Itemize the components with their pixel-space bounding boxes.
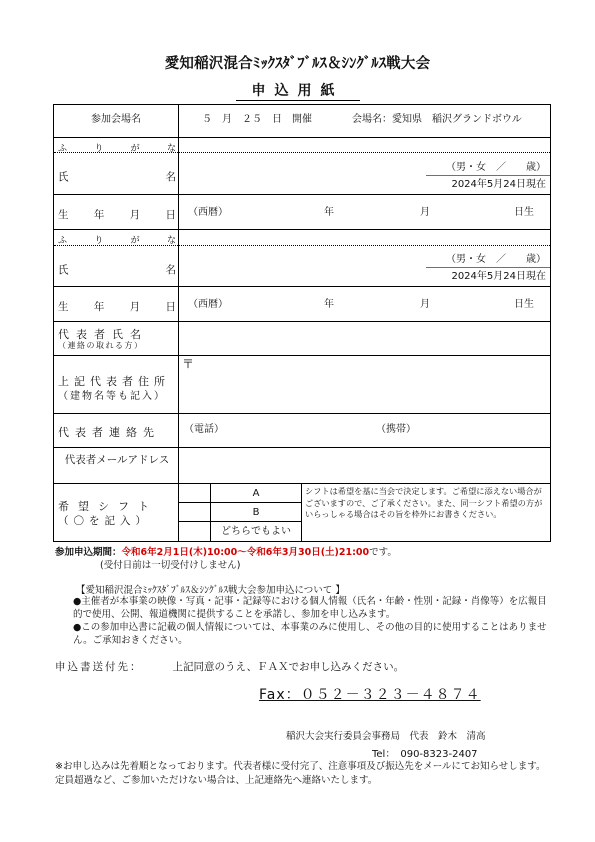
day-label-2: 日生 [514,299,534,310]
seireki-label-1: （西暦） [188,207,228,218]
rep-name-label: 代表者氏名 [58,328,148,341]
period-suffix: です。 [369,547,397,558]
name-label-2 [58,262,176,277]
furigana-char: が [130,144,140,154]
footer-note: ※お申し込みは先着順となっております。代表者様に受付完了、注意事項及び振込先をメールにてお知らせします。定員超過など、ご参加いただけない場合は、上記連絡先へ連絡いたします。 [55,761,546,786]
mobile-label: （携帯） [376,424,416,435]
form-title: 愛知稲沢混合ﾐｯｸｽﾀﾞﾌﾞﾙｽ＆ｼﾝｸﾞﾙｽ戦大会 [164,56,431,72]
office-tel[interactable]: Tel： 090-8323-2407 [372,749,478,760]
as-of-date-2: 2024年5月24日現在 [451,271,546,282]
name-char: 氏 [58,264,69,276]
email-label: 代表者メールアドレス [64,454,170,466]
event-date-suffix: 開催 [292,114,312,125]
birth-char: 月 [129,209,141,221]
shift-option-a[interactable]: A [252,488,260,499]
birth-char: 月 [129,301,141,313]
birth-char: 日 [165,301,176,313]
shift-option-any[interactable]: どちらでもよい [221,526,291,537]
shift-row-divider [178,521,301,522]
period-value: 令和6年2月1日(木)10:00～令和6年3月30日(土)21:00 [121,547,370,558]
rep-name-field[interactable] [179,322,550,354]
furigana-field-2[interactable] [179,230,550,243]
furigana-char: な [166,144,176,154]
phone-label: （電話） [184,424,224,435]
contact-field[interactable] [179,414,550,446]
as-of-date-1: 2024年5月24日現在 [451,179,546,190]
send-to [55,659,404,674]
address-sublabel: （建物名等も記入） [58,391,166,402]
month-label-2: 月 [420,299,430,310]
blue-rule [426,175,550,176]
event-date: ５ 月 ２５ 日 [202,114,282,125]
privacy-title: 【愛知稲沢混合ﾐｯｸｽﾀﾞﾌﾞﾙｽ＆ｼﾝｸﾞﾙｽ戦大会参加申込について 】 [76,585,345,596]
furigana-char: ふ [58,144,68,154]
day-label-1: 日生 [514,207,534,218]
shift-divider [301,483,302,541]
rep-name-sublabel: （連絡の取れる方） [58,341,144,350]
row-divider [54,194,550,195]
email-field[interactable] [179,448,550,482]
name-char: 名 [165,171,176,183]
shift-option-b[interactable]: B [252,507,260,518]
address-label: 上記代表者住所 [58,375,170,388]
birth-char: 生 [58,301,69,313]
name-char: 氏 [58,171,69,183]
furigana-field-1[interactable] [179,138,550,151]
furigana-char: り [94,144,104,154]
gender-age-1[interactable]: （男・女 ／ 歳） [446,162,546,173]
send-label: 申込書送付先： [55,661,143,673]
year-label-2: 年 [324,299,334,310]
privacy-item-1: ●主催者が本事業の映像・写真・記事・記録等における個人情報（氏名・年齢・性別・記録・肖像等）を広報目的で使用、公開、報道機関に提供することを承諾し、参加を申し込みます。 [73,596,547,620]
application-form-table [53,104,551,542]
venue-label: 参加会場名 [91,114,141,125]
venue-name: 会場名：愛知県 稲沢グランドボウル [352,114,522,125]
shift-label: 希望シフト [58,500,158,513]
birth-char: 年 [93,301,105,313]
send-text: 上記同意のうえ、ＦＡＸでお申し込みください。 [172,661,405,673]
address-field[interactable] [179,356,550,412]
fax-number[interactable]: Fax：０５２－３２３－４８７４ [259,687,481,703]
application-period [55,544,397,558]
gender-age-2[interactable]: （男・女 ／ 歳） [446,254,546,265]
period-note: (受付日前は一切受付けしません) [100,560,241,571]
shift-row-divider [178,502,301,503]
shift-sublabel: （〇を記入） [58,515,151,527]
row-divider [54,483,550,484]
name-field-1[interactable] [179,153,419,193]
shift-note: シフトは希望を基に当会で決定します。ご希望に添えない場合がございますので、ご了承ください。また、同一シフト希望の方がいらっしゃる場合はその旨を枠外にお書きください。 [305,486,543,519]
furigana-char: が [130,236,140,246]
birthdate-label-2 [58,299,176,314]
birthdate-label-1 [58,207,176,222]
contact-label: 代表者連絡先 [58,426,160,439]
furigana-char: な [166,236,176,246]
seireki-label-2: （西暦） [188,299,228,310]
subtitle-underline [236,100,360,101]
privacy-item-2: ●この参加申込書に記載の個人情報については、本事業のみに使用し、その他の目的に使用することはありません。ご承知おきください。 [73,622,547,646]
name-char: 名 [165,264,176,276]
name-label-1 [58,169,176,184]
office-name: 稲沢大会実行委員会事務局 代表 鈴木 清高 [286,731,486,742]
postal-mark: 〒 [182,357,195,371]
row-divider [54,286,550,287]
year-label-1: 年 [324,207,334,218]
birth-char: 日 [165,209,176,221]
blue-rule [426,267,550,268]
period-label: 参加申込期間： [55,547,122,558]
name-field-2[interactable] [179,246,419,286]
form-subtitle: 申込用紙 [251,83,344,99]
month-label-1: 月 [420,207,430,218]
birth-char: 生 [58,209,69,221]
furigana-char: ふ [58,236,68,246]
furigana-char: り [94,236,104,246]
birth-char: 年 [93,209,105,221]
